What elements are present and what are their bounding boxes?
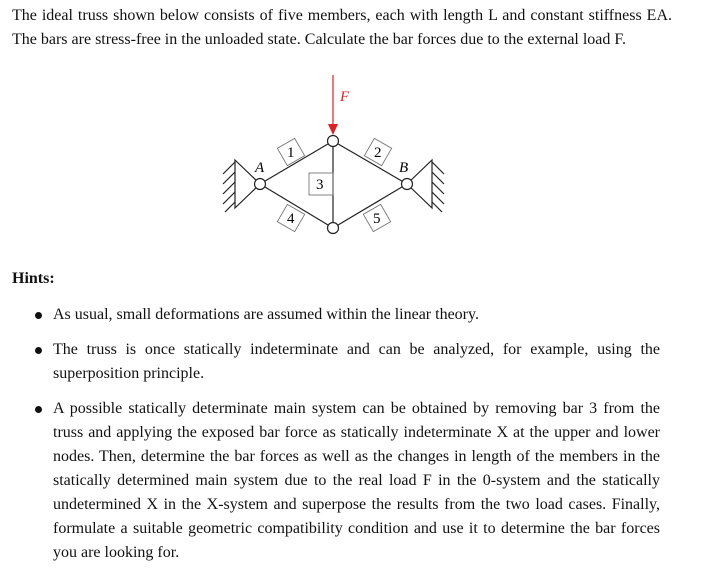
load-label: F [340, 89, 350, 105]
member-label-2: 2 [374, 145, 382, 161]
member-2 [333, 141, 407, 184]
hatch-b [432, 162, 444, 212]
member-label-3: 3 [316, 177, 324, 193]
node-bottom [328, 223, 339, 234]
problem-statement: The ideal truss shown below consists of five members, each with length L and constant stiffness EA. The bars are stress-free in the unloaded state. Calculate the bar forces due to the external load F. [12, 7, 672, 48]
member-label-5: 5 [373, 211, 381, 227]
hint-item: The truss is once statically indeterminate and can be analyzed, for example, using the superposition principle. [0, 338, 660, 386]
hints-heading: Hints: [12, 270, 55, 287]
label-b: B [399, 160, 409, 176]
hint-item: A possible statically determinate main system can be obtained by removing bar 3 from the truss and applying the exposed bar force as statically indeterminate X at the upper and lower nodes. Then, determine the bar forces as well as the changes in length of the members in the statically determined main system due to the real load F in the 0-system and the statically undetermined X in the X-system and superpose the results from the two load cases. Finally, formulate a suitable geometric compatibility condition and use it to determine the bar forces you are looking for. [0, 397, 660, 565]
node-b [402, 179, 413, 190]
label-a: A [255, 160, 265, 176]
hint-item: As usual, small deformations are assumed within the linear theory. [0, 303, 660, 327]
member-5 [333, 184, 407, 228]
load-arrowhead [328, 124, 338, 135]
hints-list [0, 303, 660, 576]
member-label-1: 1 [287, 145, 295, 161]
member-label-4: 4 [287, 211, 295, 227]
truss-figure [0, 0, 703, 260]
node-top [328, 136, 339, 147]
node-a [255, 179, 266, 190]
hatch-a [223, 162, 235, 212]
